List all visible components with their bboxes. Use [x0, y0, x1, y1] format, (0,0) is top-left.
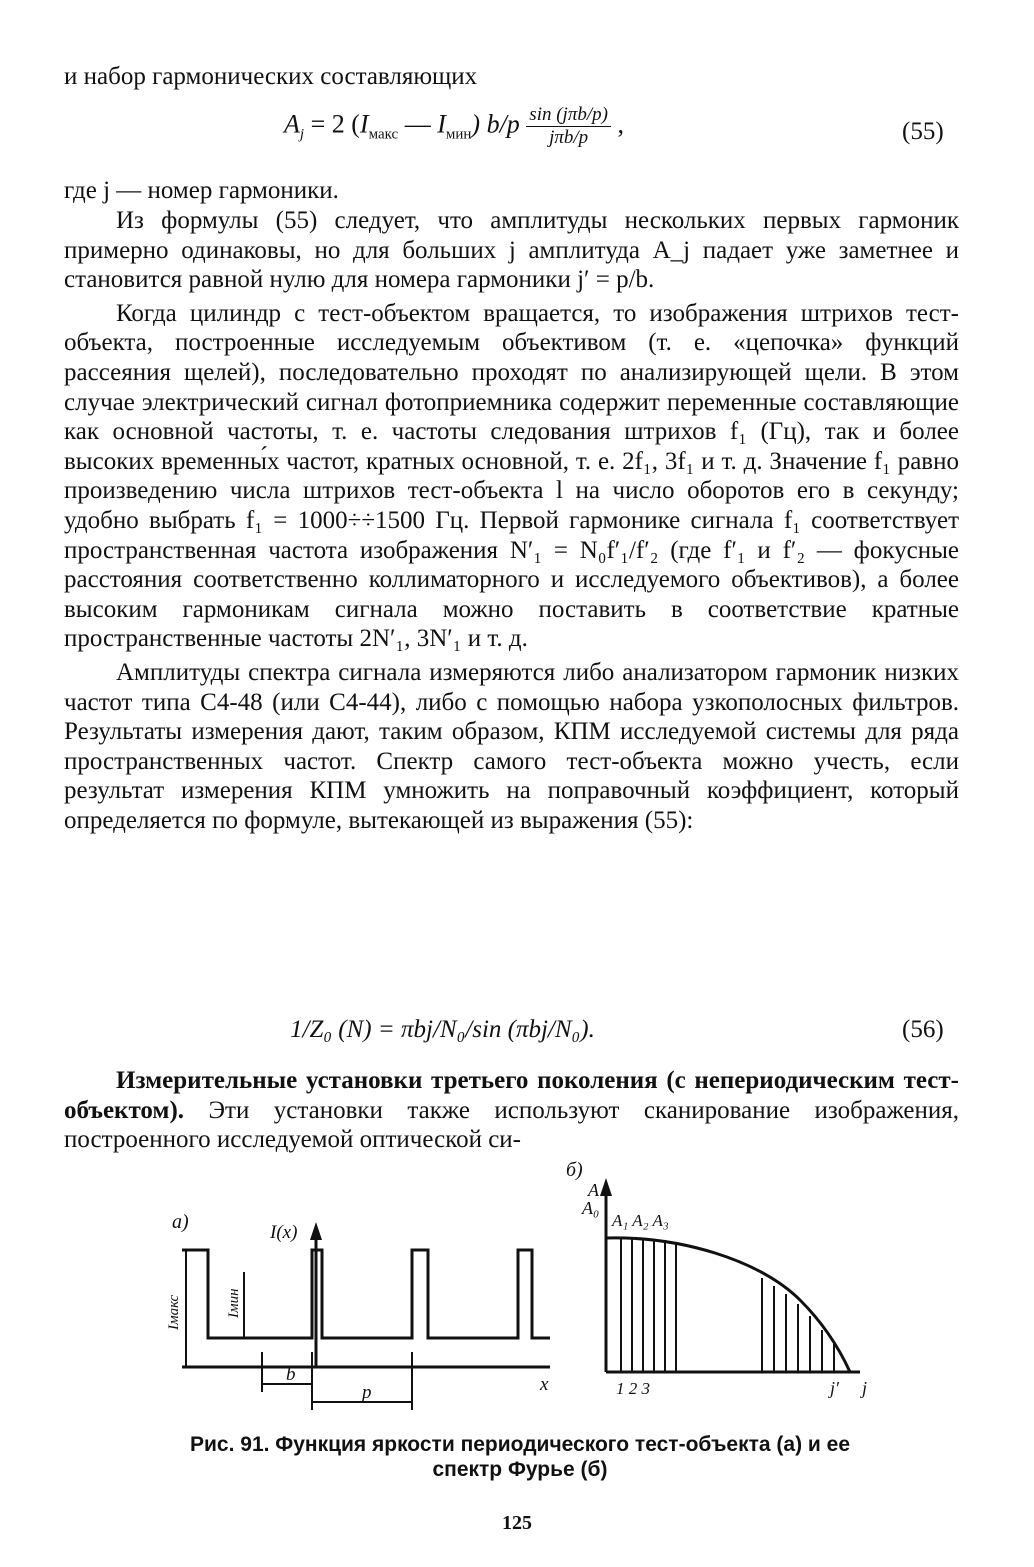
formula-56: 1/Z₀ (N) = πbj/N₀/sin (πbj/N₀).	[290, 1016, 595, 1043]
formula-55-eq: = 2 (	[304, 109, 360, 139]
b-jprime-label: j′	[830, 1378, 839, 1398]
paragraph-1: Из формулы (55) следует, что амплитуды нескольких первых гармоник примерно одинаковы, но для больших j амплитуда A_j падает уже заметнее и становится равной нулю для номера гармоники j′ = p/b.	[64, 207, 959, 294]
b-label: b	[286, 1364, 296, 1385]
formula-55-minus: —	[398, 109, 438, 139]
b-x-label: j	[862, 1378, 868, 1398]
panel-a-label: а)	[172, 1211, 189, 1233]
formula-55-imin: I	[437, 109, 446, 139]
figure-panel-b	[566, 1159, 867, 1398]
caption-line-2: спектр Фурье (б)	[432, 1458, 608, 1481]
equation-number-56: (56)	[902, 1016, 944, 1043]
paragraph-3: Амплитуды спектра сигнала измеряются либо анализатором гармоник низких частот типа С4-48 (или С4-44), либо с помощью набора узкополосных фильтров. Результаты измерения дают, таким образом, КПМ исследуемой системы для ряда пространственных частот. Спектр самого тест-объекта можно учесть, если результат измерения КПМ умножить на поправочный коэффициент, который определяется по формуле, вытекающей из выражения (55):	[64, 658, 959, 834]
where-line: где j — номер гармоники.	[64, 177, 339, 204]
formula-55-imax-sub: макс	[368, 126, 399, 143]
formula-55-comma: ,	[610, 109, 624, 139]
b-y-arrow	[600, 1178, 612, 1196]
formula-55-lhs: A	[284, 109, 300, 139]
b-tick-labels: 1 2 3	[616, 1379, 650, 1398]
imax-label: Iмакс	[166, 1294, 182, 1330]
a-y-arrow	[310, 1222, 322, 1240]
b-harmonic-labels: A₁ A₂ A₃	[612, 1211, 669, 1230]
formula-55-imin-sub: мин	[445, 126, 472, 143]
section-heading: Измерительные установки третьего поколения (с непериодическим тест-объектом).	[64, 1067, 959, 1124]
a-y-label: I(x)	[270, 1222, 298, 1243]
p-label: p	[362, 1382, 372, 1403]
imin-label: Iмин	[226, 1288, 242, 1318]
figure-caption	[100, 1432, 940, 1482]
panel-b-label: б)	[566, 1159, 583, 1181]
figure-panel-a	[166, 1211, 550, 1410]
b-y-label: A	[588, 1180, 599, 1200]
formula-55-tail: ) b/p	[471, 109, 520, 139]
a-x-label: x	[540, 1374, 549, 1395]
equation-number-55: (55)	[902, 118, 944, 145]
intro-line: и набор гармонических составляющих	[64, 63, 478, 90]
formula-55-numerator: sin (jπb/p)	[526, 104, 611, 127]
formula-55-denominator: jπb/p	[549, 127, 589, 148]
section-text: Эти установки также используют сканирование изображения, построенного исследуемой оптической си-	[64, 1096, 959, 1154]
formula-55-imax: I	[359, 109, 369, 139]
formula-55-lhs-sub: j	[299, 126, 305, 143]
caption-line-1: Рис. 91. Функция яркости периодического тест-объекта (а) и ее	[190, 1433, 850, 1456]
page-number: 125	[502, 1512, 532, 1534]
b-a0-label: A₀	[582, 1198, 600, 1218]
paragraph-2: Когда цилиндр с тест-объектом вращается, то изображения штрихов тест-объекта, построенные исследуемым объективом (т. е. «цепочка» функций рассеяния щелей), последовательно проходят по анализирующей щели. В этом случае электрический сигнал фотоприемника содержит переменные составляющие как основной частоты, т. е. частоты следования штрихов f₁ (Гц), так и более высоких временны́х частот, кратных основной, т. е. 2f₁, 3f₁ и т. д. Значение f₁ равно произведению числа штрихов тест-объекта l на число оборотов его в секунду; удобно выбрать f₁ = 1000÷÷1500 Гц. Первой гармонике сигнала f₁ соответствует пространственная частота изображения N′₁ = N₀f′₁/f′₂ (где f′₁ и f′₂ — фокусные расстояния соответственно коллиматорного и исследуемого объективов), а более высоким гармоникам сигнала можно поставить в соответствие кратные пространственные частоты 2N′₁, 3N′₁ и т. д.	[64, 299, 959, 653]
